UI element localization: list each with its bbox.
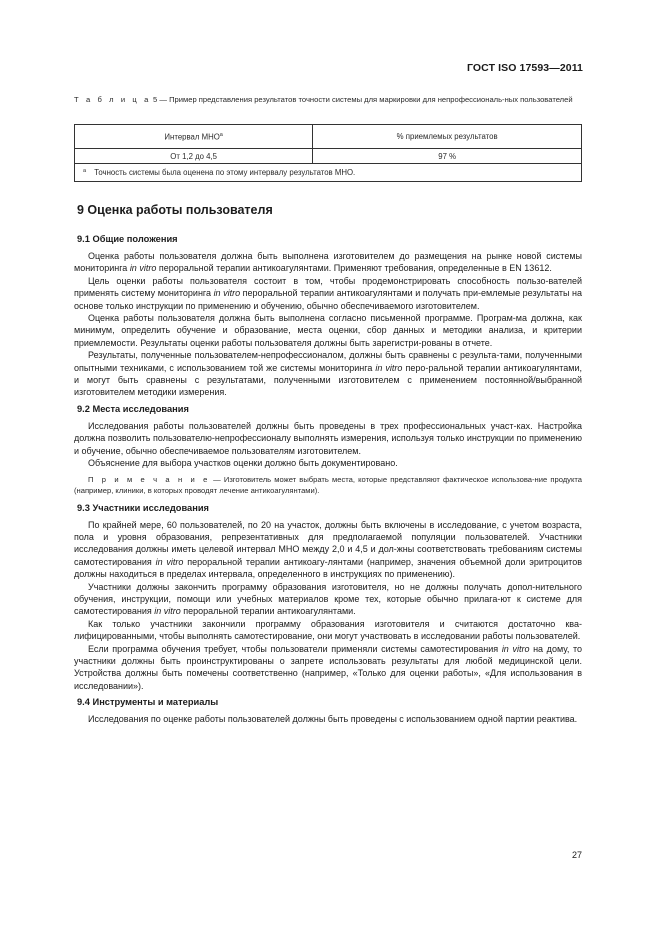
table-header-interval: Интервал $МНО^а$ bbox=[75, 125, 313, 149]
page-number: 27 bbox=[571, 850, 582, 860]
paragraph: Исследования работы пользователей должны быть проведены в трех профессиональных участ-ках. Настройка должна позволить пользователю-непрофессионалу выполнять измерения, используя только инструкции по применению и обучение, обычно обеспечиваемое пользователям изготовителем. bbox=[74, 420, 582, 456]
paragraph: Участники должны закончить программу образования изготовителя, но не должны получать допол-нительного обучения, инструкции, помощи или учебных материалов кроме тех, которые обычно прилага-ют к системе для самотестирования in vitro пероральной терапии антикоагулянтами. bbox=[74, 581, 582, 617]
table-cell-percent: 97 % bbox=[313, 149, 582, 164]
paragraph: Оценка работы пользователя должна быть выполнена согласно письменной программе. Програм-ма должна, как минимум, определить обучение и образование, места оценки, сбор данных и методики анализа, и критерии приемлемости. Результаты оценки работы пользователя должны быть зарегистри-рованы в отчете. bbox=[74, 313, 582, 348]
note: П р и м е ч а н и е — Изготовитель может выбрать места, которые представляют фактическое использова-ние продукта (например, клиники, в которых проводят лечение антикоагулянтами). bbox=[74, 474, 582, 495]
footnote-marker: а bbox=[83, 167, 87, 174]
table-footnote: $^а$ Точность системы была оценена по этому интервалу результатов МНО. bbox=[75, 164, 582, 182]
paragraph: Цель оценки работы пользователя состоит в том, чтобы продемонстрировать способность пользо-вателей применять систему мониторинга in vitro пероральной терапии антикоагулянтами и получать при-емлемые результаты на основе только инструкции по применению и обучению, обычно обеспечиваемого изготовителем. bbox=[74, 275, 582, 311]
document-body bbox=[74, 203, 582, 726]
subsection-heading: 9.1 Общие положения bbox=[77, 234, 178, 244]
paragraph: Результаты, полученные пользователем-непрофессионалом, должны быть сравнены с результа-тами, полученными опытными техниками, с использованием той же системы мониторинга in vitro перо-ральной терапии антикоагулянтами, и могут быть сравнены с результатами, полученными изготовителем с применением постоянной/выбранной изготовителем методики измерения. bbox=[74, 350, 582, 398]
paragraph: Как только участники закончили программу образования изготовителя и считаются достаточно ква-лифицированными, чтобы выполнять самотестирование, они могут участвовать в исследовании работы пользователей. bbox=[74, 618, 582, 642]
paragraph: По крайней мере, 60 пользователей, по 20 на участок, должны быть включены в исследование, с учетом возраста, пола и уровня образования, репрезентативных для предполагаемой популяции пользователей. Участники исследования должны иметь целевой интервал МНО между 2,0 и 4,5 и дол-жны соответствовать требованиям системы самотестирования in vitro пероральной терапии антикоагу-лянтами (например, значения объемной доли эритроцитов должны находиться в пределах интервала, определенного в инструкциях по применению). bbox=[74, 519, 582, 580]
paragraph: Если программа обучения требует, чтобы пользователи применяли системы самотестирования in vitro на дому, то участники должны быть проинструктированы о запрете использовать результаты для любой медицинской цели. Устройства должны быть помечены соответственно (например, «Только для оценки работы», «Для использования в исследовании»). bbox=[74, 643, 582, 691]
table-caption-word: Т а б л и ц а bbox=[74, 95, 151, 104]
paragraph: Исследования по оценке работы пользователей должны быть проведены с использованием одной партии реактива. bbox=[88, 714, 578, 725]
subsection-heading: 9.4 Инструменты и материалы bbox=[77, 697, 219, 708]
table-header-row bbox=[75, 125, 582, 149]
paragraph: Объяснение для выбора участков оценки должно быть документировано. bbox=[88, 458, 398, 469]
standard-header: ГОСТ ISO 17593—2011 bbox=[466, 62, 583, 74]
table-caption bbox=[74, 95, 586, 106]
subsection-heading: 9.3 Участники исследования bbox=[77, 502, 209, 513]
table-footnote-row bbox=[75, 164, 582, 182]
paragraph: Оценка работы пользователя должна быть выполнена изготовителем до размещения на рынке новой системы мониторинга in vitro пероральной терапии антикоагулянтами. Применяют требования, определенные в EN 13612. bbox=[74, 251, 582, 274]
table-caption-text: 5 — Пример представления результатов точности системы для маркировки для непрофессиональ-ных пользователей bbox=[153, 95, 573, 104]
results-table bbox=[74, 124, 582, 182]
footnote-marker: а bbox=[219, 131, 223, 138]
table-row bbox=[75, 149, 582, 164]
subsection-heading: 9.2 Места исследования bbox=[77, 403, 189, 414]
section-heading: 9 Оценка работы пользователя bbox=[77, 203, 273, 217]
table-header-percent: % приемлемых результатов bbox=[313, 125, 582, 149]
table-cell-interval: От 1,2 до 4,5 bbox=[75, 149, 313, 164]
